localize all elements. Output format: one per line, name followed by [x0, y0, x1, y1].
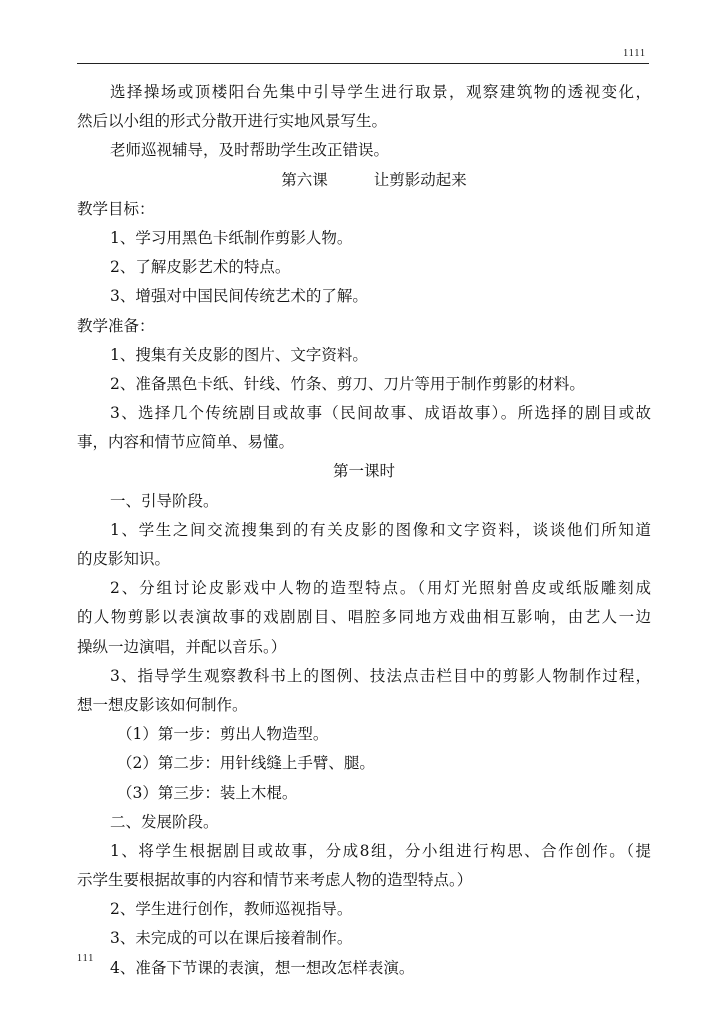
- paragraph-line: 然后以小组的形式分散开进行实地风景写生。: [77, 112, 388, 131]
- list-item: 1、将学生根据剧目或故事，分成8组，分小组进行构思、合作创作。（提: [110, 841, 651, 860]
- list-item: 2、学生进行创作，教师巡视指导。: [110, 900, 353, 919]
- list-item: 3、指导学生观察教科书上的图例、技法点击栏目中的剪影人物制作过程，: [110, 666, 651, 685]
- paragraph-line: 老师巡视辅导，及时帮助学生改正错误。: [110, 141, 390, 160]
- list-item-continuation: 示学生要根据故事的内容和情节来考虑人物的造型特点。）: [77, 871, 473, 890]
- list-item-continuation: 的人物剪影以表演故事的戏剧剧目、唱腔多同地方戏曲相互影响，由艺人一边: [77, 608, 651, 627]
- header-rule: [77, 63, 649, 64]
- lesson-label: 第六课: [281, 170, 328, 189]
- lesson-name: 让剪影动起来: [373, 170, 467, 189]
- paragraph-line: 选择操场或顶楼阳台先集中引导学生进行取景，观察建筑物的透视变化，: [110, 83, 651, 101]
- list-item-continuation: 的皮影知识。: [77, 550, 171, 568]
- list-item: 4、准备下节课的表演，想一想改怎样表演。: [110, 958, 415, 977]
- list-item: 1、学生之间交流搜集到的有关皮影的图像和文字资料，谈谈他们所知道: [110, 520, 651, 539]
- list-item: 2、了解皮影艺术的特点。: [110, 258, 291, 277]
- list-item-continuation: 操纵一边演唱，并配以音乐。）: [77, 637, 287, 656]
- section-heading: 教学准备：: [77, 316, 155, 335]
- step-item: （3）第三步：装上木棍。: [117, 783, 298, 802]
- period-title: 第一课时: [332, 462, 395, 481]
- list-item: 3、选择几个传统剧目或故事（民间故事、成语故事）。所选择的剧目或故: [110, 404, 651, 423]
- header-page-number: 1111: [623, 48, 646, 59]
- step-item: （1）第一步：剪出人物造型。: [117, 725, 329, 744]
- list-item: 2、准备黑色卡纸、针线、竹条、剪刀、刀片等用于制作剪影的材料。: [110, 374, 585, 393]
- list-item: 3、增强对中国民间传统艺术的了解。: [110, 287, 368, 306]
- list-item-continuation: 想一想皮影该如何制作。: [77, 695, 248, 714]
- list-item: 3、未完成的可以在课后接着制作。: [110, 929, 353, 948]
- lesson-title: [77, 166, 651, 195]
- list-item: 1、学习用黑色卡纸制作剪影人物。: [110, 228, 353, 247]
- document-body: [77, 78, 651, 983]
- stage-heading: 二、发展阶段。: [110, 812, 219, 831]
- footer-page-number: 111: [77, 953, 95, 964]
- stage-heading: 一、引导阶段。: [110, 491, 219, 510]
- list-item-continuation: 事，内容和情节应简单、易懂。: [77, 433, 295, 452]
- list-item: 2、分组讨论皮影戏中人物的造型特点。（用灯光照射兽皮或纸版雕刻成: [110, 579, 651, 598]
- list-item: 1、搜集有关皮影的图片、文字资料。: [110, 345, 368, 364]
- step-item: （2）第二步：用针线缝上手臂、腿。: [117, 754, 375, 773]
- section-heading: 教学目标：: [77, 199, 155, 218]
